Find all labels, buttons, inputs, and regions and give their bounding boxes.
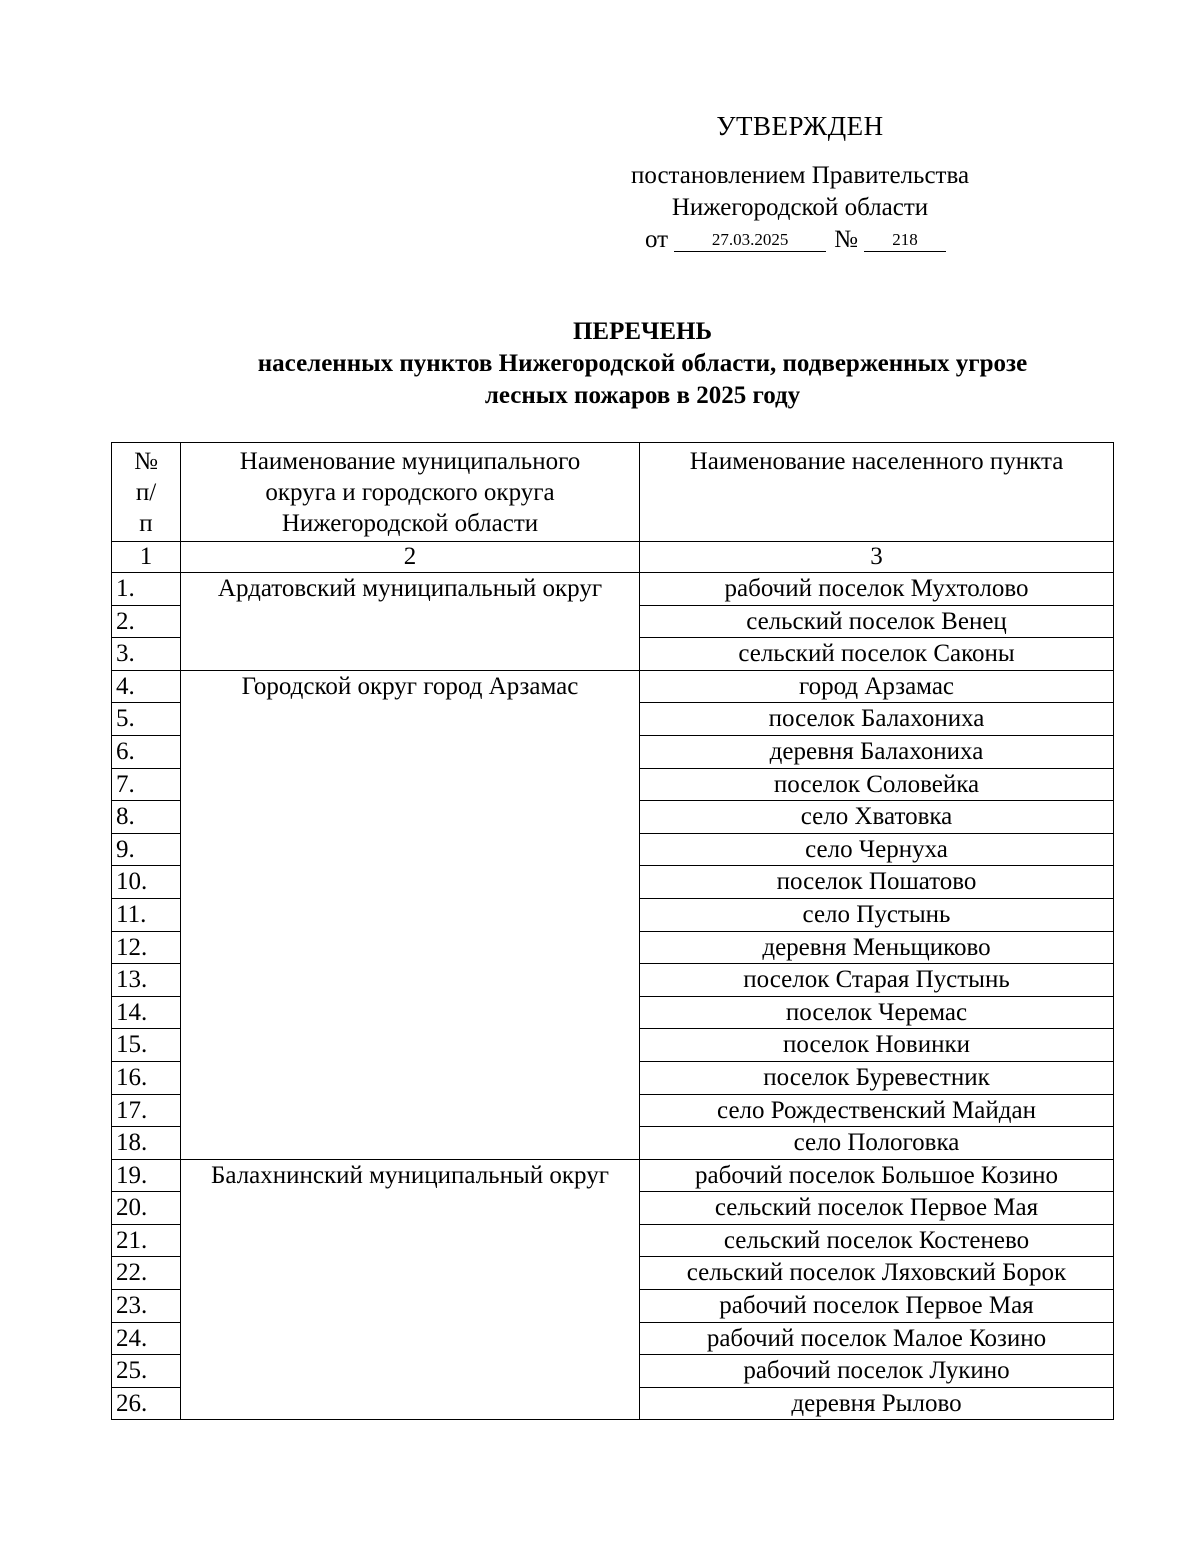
settlement-name: поселок Соловейка xyxy=(640,768,1114,801)
settlements-table xyxy=(111,442,1114,1420)
settlement-name: рабочий поселок Первое Мая xyxy=(640,1290,1114,1323)
row-number: 7. xyxy=(112,768,181,801)
row-number: 14. xyxy=(112,996,181,1029)
row-number: 17. xyxy=(112,1094,181,1127)
row-number: 19. xyxy=(112,1159,181,1192)
row-number: 11. xyxy=(112,898,181,931)
settlement-name: сельский поселок Первое Мая xyxy=(640,1192,1114,1225)
settlement-name: рабочий поселок Малое Козино xyxy=(640,1322,1114,1355)
column-number: 3 xyxy=(640,542,1114,573)
row-number: 21. xyxy=(112,1224,181,1257)
settlement-name: рабочий поселок Лукино xyxy=(640,1355,1114,1388)
settlement-name: деревня Меньщиково xyxy=(640,931,1114,964)
row-number: 5. xyxy=(112,703,181,736)
district-name: Городской округ город Арзамас xyxy=(181,670,640,1159)
district-name: Ардатовский муниципальный округ xyxy=(181,573,640,671)
row-number: 26. xyxy=(112,1387,181,1420)
settlement-name: село Пологовка xyxy=(640,1127,1114,1160)
document-title xyxy=(150,316,1135,412)
column-numbers-row xyxy=(112,542,1114,573)
row-number: 9. xyxy=(112,833,181,866)
column-number: 1 xyxy=(112,542,181,573)
row-number: 25. xyxy=(112,1355,181,1388)
settlement-name: сельский поселок Саконы xyxy=(640,638,1114,671)
settlement-name: сельский поселок Венец xyxy=(640,605,1114,638)
row-number: 1. xyxy=(112,573,181,606)
settlement-name: село Хватовка xyxy=(640,801,1114,834)
table-body xyxy=(112,542,1114,1420)
row-number: 10. xyxy=(112,866,181,899)
approved-label: УТВЕРЖДЕН xyxy=(716,111,884,141)
row-number: 24. xyxy=(112,1322,181,1355)
settlement-name: поселок Пошатово xyxy=(640,866,1114,899)
settlement-name: поселок Новинки xyxy=(640,1029,1114,1062)
row-number: 3. xyxy=(112,638,181,671)
settlement-name: поселок Балахониха xyxy=(640,703,1114,736)
settlement-name: село Пустынь xyxy=(640,898,1114,931)
row-number: 6. xyxy=(112,735,181,768)
header-district: Наименование муниципального округа и городского округа Нижегородской области xyxy=(181,443,640,542)
table-header-row xyxy=(112,443,1114,542)
row-number: 18. xyxy=(112,1127,181,1160)
row-number: 20. xyxy=(112,1192,181,1225)
settlement-name: поселок Буревестник xyxy=(640,1061,1114,1094)
row-number: 13. xyxy=(112,964,181,997)
settlement-name: село Чернуха xyxy=(640,833,1114,866)
from-label: от xyxy=(645,226,669,253)
settlement-name: рабочий поселок Мухтолово xyxy=(640,573,1114,606)
row-number: 15. xyxy=(112,1029,181,1062)
row-number: 23. xyxy=(112,1290,181,1323)
settlement-name: город Арзамас xyxy=(640,670,1114,703)
table-row xyxy=(112,573,1114,606)
row-number: 16. xyxy=(112,1061,181,1094)
approval-line-2: Нижегородской области xyxy=(671,194,929,221)
approval-date: 27.03.2025 xyxy=(674,229,826,252)
number-label: № xyxy=(834,226,858,253)
header-number: № п/п xyxy=(112,443,181,542)
header-settlement: Наименование населенного пункта xyxy=(640,443,1114,542)
approval-line-1: постановлением Правительства xyxy=(630,162,970,189)
approval-date-row xyxy=(645,224,946,256)
settlement-name: село Рождественский Майдан xyxy=(640,1094,1114,1127)
settlement-name: рабочий поселок Большое Козино xyxy=(640,1159,1114,1192)
approval-number: 218 xyxy=(864,229,946,252)
row-number: 22. xyxy=(112,1257,181,1290)
settlement-name: поселок Черемас xyxy=(640,996,1114,1029)
title-subtitle-2: лесных пожаров в 2025 году xyxy=(484,382,801,409)
row-number: 12. xyxy=(112,931,181,964)
settlement-name: деревня Рылово xyxy=(640,1387,1114,1420)
row-number: 4. xyxy=(112,670,181,703)
district-name: Балахнинский муниципальный округ xyxy=(181,1159,640,1420)
title-subtitle-1: населенных пунктов Нижегородской области, подверженных угрозе xyxy=(257,350,1028,377)
title-heading: ПЕРЕЧЕНЬ xyxy=(572,318,713,345)
settlement-name: деревня Балахониха xyxy=(640,735,1114,768)
column-number: 2 xyxy=(181,542,640,573)
settlement-name: поселок Старая Пустынь xyxy=(640,964,1114,997)
row-number: 8. xyxy=(112,801,181,834)
table-row xyxy=(112,1159,1114,1192)
settlement-name: сельский поселок Ляховский Борок xyxy=(640,1257,1114,1290)
table-row xyxy=(112,670,1114,703)
row-number: 2. xyxy=(112,605,181,638)
settlement-name: сельский поселок Костенево xyxy=(640,1224,1114,1257)
